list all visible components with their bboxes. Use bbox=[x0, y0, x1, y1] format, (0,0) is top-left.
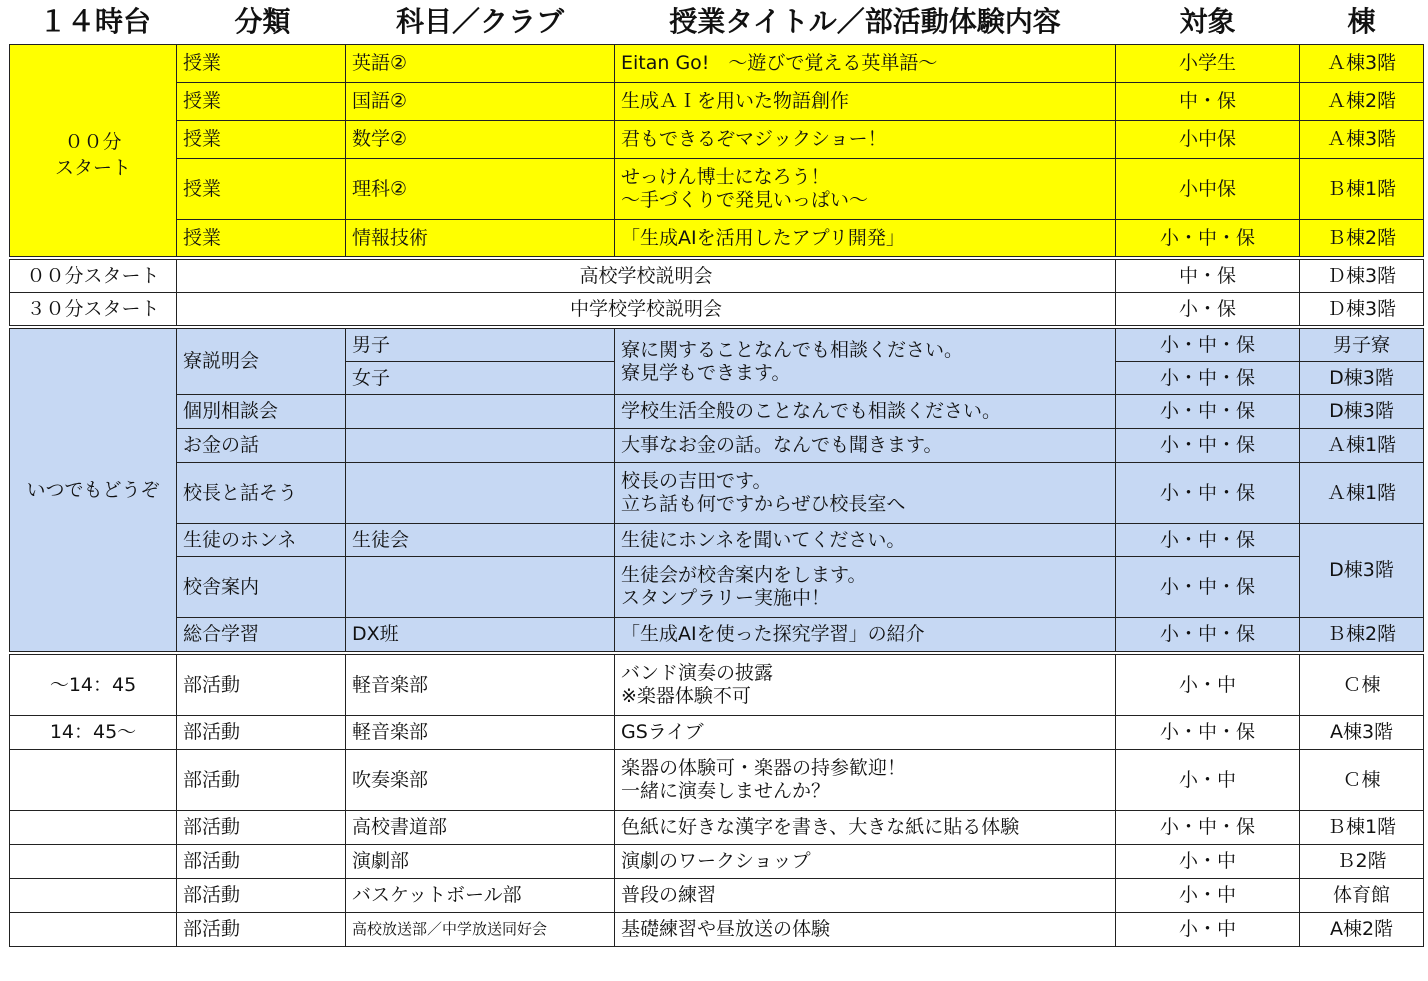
target-cell: 小・中・保 bbox=[1116, 463, 1300, 524]
subject-cell: 高校放送部／中学放送同好会 bbox=[346, 913, 615, 947]
building-cell: Ｂ棟1階 bbox=[1300, 811, 1424, 845]
target-cell: 小・中・保 bbox=[1116, 618, 1300, 652]
header-building: 棟 bbox=[1347, 5, 1376, 38]
title-cell: 中学校学校説明会 bbox=[177, 293, 1116, 326]
building-cell: Ｂ棟1階 bbox=[1300, 159, 1424, 220]
target-cell: 小・中 bbox=[1116, 845, 1300, 879]
time-cell bbox=[10, 913, 177, 947]
time-cell: いつでもどうぞ bbox=[10, 329, 177, 652]
time-cell bbox=[10, 811, 177, 845]
category-cell: 部活動 bbox=[177, 716, 346, 750]
title-cell: 普段の練習 bbox=[615, 879, 1116, 913]
subject-cell: 生徒会 bbox=[346, 524, 615, 557]
subject-cell: 軽音楽部 bbox=[346, 655, 615, 716]
category-cell: 総合学習 bbox=[177, 618, 346, 652]
header-target: 対象 bbox=[1179, 5, 1236, 38]
table-row bbox=[10, 463, 1424, 524]
category-cell: 生徒のホンネ bbox=[177, 524, 346, 557]
header-category: 分類 bbox=[234, 5, 291, 38]
time-cell: ３０分スタート bbox=[10, 293, 177, 326]
subject-cell: 理科② bbox=[346, 159, 615, 220]
target-cell: 小・中・保 bbox=[1116, 329, 1300, 362]
table-row bbox=[10, 329, 1424, 362]
category-cell: 部活動 bbox=[177, 811, 346, 845]
building-cell: Ａ棟3階 bbox=[1300, 121, 1424, 159]
subject-cell: 英語② bbox=[346, 45, 615, 83]
target-cell: 小・中・保 bbox=[1116, 395, 1300, 429]
title-cell: 校長の吉田です。 立ち話も何ですからぜひ校長室へ bbox=[615, 463, 1116, 524]
category-cell: 寮説明会 bbox=[177, 329, 346, 395]
category-cell: 個別相談会 bbox=[177, 395, 346, 429]
building-cell: Ｃ棟 bbox=[1300, 750, 1424, 811]
category-cell: 授業 bbox=[177, 159, 346, 220]
target-cell: 中・保 bbox=[1116, 260, 1300, 293]
title-cell: 演劇のワークショップ bbox=[615, 845, 1116, 879]
target-cell: 小・中・保 bbox=[1116, 811, 1300, 845]
table-row bbox=[10, 557, 1424, 618]
table-row bbox=[10, 618, 1424, 652]
subject-cell bbox=[346, 429, 615, 463]
schedule-table bbox=[9, 44, 1424, 947]
building-cell: Ｄ棟3階 bbox=[1300, 293, 1424, 326]
table-row bbox=[10, 159, 1424, 220]
title-cell: 生成ＡＩを用いた物語創作 bbox=[615, 83, 1116, 121]
category-cell: 授業 bbox=[177, 220, 346, 257]
time-cell: 14：45～ bbox=[10, 716, 177, 750]
category-cell: 授業 bbox=[177, 121, 346, 159]
building-cell: 男子寮 bbox=[1300, 329, 1424, 362]
time-cell bbox=[10, 879, 177, 913]
subject-cell: バスケットボール部 bbox=[346, 879, 615, 913]
time-cell: ００分 スタート bbox=[10, 45, 177, 257]
category-cell: 部活動 bbox=[177, 750, 346, 811]
building-cell: Ａ棟1階 bbox=[1300, 429, 1424, 463]
table-row bbox=[10, 395, 1424, 429]
time-cell: ００分スタート bbox=[10, 260, 177, 293]
header-subject: 科目／クラブ bbox=[395, 5, 564, 38]
subject-cell bbox=[346, 557, 615, 618]
subject-cell: 演劇部 bbox=[346, 845, 615, 879]
header-row bbox=[0, 0, 1428, 44]
title-cell: せっけん博士になろう！ ～手づくりで発見いっぱい～ bbox=[615, 159, 1116, 220]
title-cell: 楽器の体験可・楽器の持参歓迎！ 一緒に演奏しませんか？ bbox=[615, 750, 1116, 811]
building-cell: Ｂ棟2階 bbox=[1300, 220, 1424, 257]
title-cell: バンド演奏の披露 ※楽器体験不可 bbox=[615, 655, 1116, 716]
table-row bbox=[10, 913, 1424, 947]
table-row bbox=[10, 879, 1424, 913]
building-cell: D棟3階 bbox=[1300, 395, 1424, 429]
subject-cell: 数学② bbox=[346, 121, 615, 159]
table-row bbox=[10, 845, 1424, 879]
category-cell: お金の話 bbox=[177, 429, 346, 463]
title-cell: 色紙に好きな漢字を書き、大きな紙に貼る体験 bbox=[615, 811, 1116, 845]
header-title: 授業タイトル／部活動体験内容 bbox=[669, 5, 1061, 38]
table-row bbox=[10, 121, 1424, 159]
title-cell: 高校学校説明会 bbox=[177, 260, 1116, 293]
table-row bbox=[10, 655, 1424, 716]
category-cell: 部活動 bbox=[177, 655, 346, 716]
table-row bbox=[10, 45, 1424, 83]
subject-cell bbox=[346, 463, 615, 524]
table-row bbox=[10, 811, 1424, 845]
target-cell: 小・中・保 bbox=[1116, 362, 1300, 395]
building-cell: Ｂ2階 bbox=[1300, 845, 1424, 879]
target-cell: 小中保 bbox=[1116, 121, 1300, 159]
title-cell: 「生成AIを活用したアプリ開発」 bbox=[615, 220, 1116, 257]
building-cell: Ａ棟3階 bbox=[1300, 45, 1424, 83]
table-row bbox=[10, 293, 1424, 326]
title-cell: 寮に関することなんでも相談ください。 寮見学もできます。 bbox=[615, 329, 1116, 395]
building-cell: Ａ棟2階 bbox=[1300, 83, 1424, 121]
building-cell: D棟3階 bbox=[1300, 524, 1424, 618]
subject-cell: 吹奏楽部 bbox=[346, 750, 615, 811]
building-cell: 体育館 bbox=[1300, 879, 1424, 913]
subject-cell: 軽音楽部 bbox=[346, 716, 615, 750]
subject-cell: 国語② bbox=[346, 83, 615, 121]
table-row bbox=[10, 524, 1424, 557]
time-cell: ～14：45 bbox=[10, 655, 177, 716]
target-cell: 中・保 bbox=[1116, 83, 1300, 121]
target-cell: 小中保 bbox=[1116, 159, 1300, 220]
category-cell: 校長と話そう bbox=[177, 463, 346, 524]
target-cell: 小・中・保 bbox=[1116, 716, 1300, 750]
category-cell: 校舎案内 bbox=[177, 557, 346, 618]
title-cell: 基礎練習や昼放送の体験 bbox=[615, 913, 1116, 947]
target-cell: 小・中 bbox=[1116, 655, 1300, 716]
time-cell bbox=[10, 750, 177, 811]
category-cell: 部活動 bbox=[177, 879, 346, 913]
title-cell: 君もできるぞマジックショー！ bbox=[615, 121, 1116, 159]
subject-cell: 男子 bbox=[346, 329, 615, 362]
subject-cell: 高校書道部 bbox=[346, 811, 615, 845]
title-cell: 「生成AIを使った探究学習」の紹介 bbox=[615, 618, 1116, 652]
target-cell: 小・保 bbox=[1116, 293, 1300, 326]
target-cell: 小・中 bbox=[1116, 879, 1300, 913]
title-cell: 学校生活全般のことなんでも相談ください。 bbox=[615, 395, 1116, 429]
building-cell: Ｃ棟 bbox=[1300, 655, 1424, 716]
category-cell: 授業 bbox=[177, 45, 346, 83]
category-cell: 部活動 bbox=[177, 913, 346, 947]
table-row bbox=[10, 83, 1424, 121]
target-cell: 小学生 bbox=[1116, 45, 1300, 83]
target-cell: 小・中 bbox=[1116, 750, 1300, 811]
table-row bbox=[10, 220, 1424, 257]
title-cell: 生徒会が校舎案内をします。 スタンプラリー実施中！ bbox=[615, 557, 1116, 618]
title-cell: 大事なお金の話。なんでも聞きます。 bbox=[615, 429, 1116, 463]
subject-cell: 女子 bbox=[346, 362, 615, 395]
title-cell: Eitan Go! ～遊びで覚える英単語～ bbox=[615, 45, 1116, 83]
table-row bbox=[10, 716, 1424, 750]
header-time: １４時台 bbox=[38, 5, 151, 38]
title-cell: GSライブ bbox=[615, 716, 1116, 750]
category-cell: 授業 bbox=[177, 83, 346, 121]
category-cell: 部活動 bbox=[177, 845, 346, 879]
target-cell: 小・中・保 bbox=[1116, 429, 1300, 463]
title-cell: 生徒にホンネを聞いてください。 bbox=[615, 524, 1116, 557]
target-cell: 小・中 bbox=[1116, 913, 1300, 947]
building-cell: Ａ棟1階 bbox=[1300, 463, 1424, 524]
building-cell: Ｂ棟2階 bbox=[1300, 618, 1424, 652]
time-cell bbox=[10, 845, 177, 879]
table-row bbox=[10, 750, 1424, 811]
table-row bbox=[10, 260, 1424, 293]
target-cell: 小・中・保 bbox=[1116, 220, 1300, 257]
building-cell: A棟3階 bbox=[1300, 716, 1424, 750]
subject-cell bbox=[346, 395, 615, 429]
target-cell: 小・中・保 bbox=[1116, 557, 1300, 618]
table-row bbox=[10, 429, 1424, 463]
building-cell: A棟2階 bbox=[1300, 913, 1424, 947]
building-cell: D棟3階 bbox=[1300, 362, 1424, 395]
target-cell: 小・中・保 bbox=[1116, 524, 1300, 557]
subject-cell: DX班 bbox=[346, 618, 615, 652]
subject-cell: 情報技術 bbox=[346, 220, 615, 257]
building-cell: Ｄ棟3階 bbox=[1300, 260, 1424, 293]
